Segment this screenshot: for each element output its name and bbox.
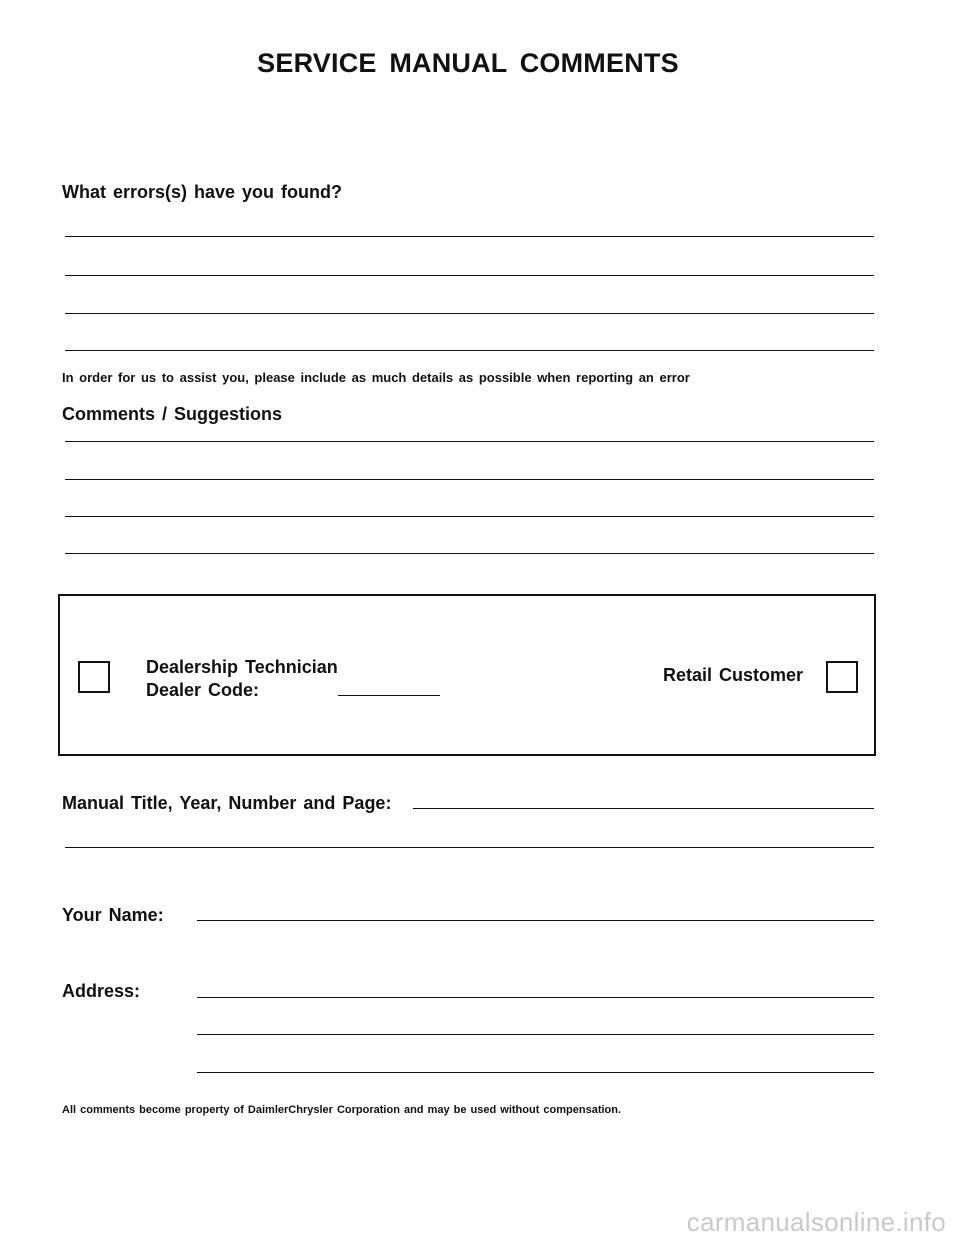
errors-line-4[interactable] <box>65 350 874 351</box>
address-line-2[interactable] <box>197 1034 874 1035</box>
dealer-code-field[interactable] <box>338 695 440 696</box>
address-line-1[interactable] <box>197 997 874 998</box>
comments-line-3[interactable] <box>65 516 874 517</box>
errors-line-2[interactable] <box>65 275 874 276</box>
your-name-field[interactable] <box>197 920 874 921</box>
manual-info-label: Manual Title, Year, Number and Page: <box>62 793 392 813</box>
comments-line-1[interactable] <box>65 441 874 442</box>
footer-disclaimer: All comments become property of DaimlerChrysler Corporation and may be used without compensation. <box>62 1104 622 1116</box>
manual-info-line-2[interactable] <box>65 847 874 848</box>
manual-info-field[interactable] <box>413 808 874 809</box>
dealer-code-label: Dealer Code: <box>146 680 260 700</box>
comments-line-2[interactable] <box>65 479 874 480</box>
retail-customer-label: Retail Customer <box>663 665 804 685</box>
errors-note: In order for us to assist you, please include as much details as possible when reporting an error <box>62 370 690 385</box>
comments-label: Comments / Suggestions <box>62 404 283 424</box>
errors-question-label: What errors(s) have you found? <box>62 182 343 202</box>
dealership-technician-checkbox[interactable] <box>78 661 110 693</box>
retail-customer-checkbox[interactable] <box>826 661 858 693</box>
your-name-label: Your Name: <box>62 905 164 925</box>
comments-line-4[interactable] <box>65 553 874 554</box>
page-title: SERVICE MANUAL COMMENTS <box>257 48 679 78</box>
dealership-technician-label: Dealership Technician <box>146 657 338 677</box>
address-line-3[interactable] <box>197 1072 874 1073</box>
watermark: carmanualsonline.info <box>686 1207 946 1237</box>
address-label: Address: <box>62 981 141 1001</box>
errors-line-1[interactable] <box>65 236 874 237</box>
errors-line-3[interactable] <box>65 313 874 314</box>
